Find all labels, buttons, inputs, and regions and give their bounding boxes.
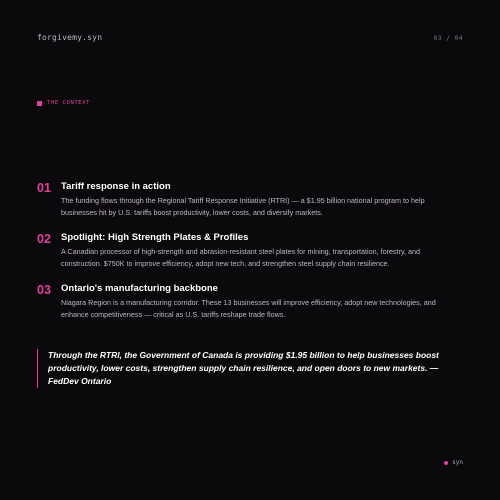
item-text: A Canadian processor of high-strength and abrasion-resistant steel plates for mining, transportation, forestry, and construction. $750K to improve efficiency, adopt new tech, and strengthen steel supply chain resilience. <box>61 247 421 268</box>
item-body <box>61 231 457 270</box>
list-item <box>37 282 457 321</box>
section-label <box>37 100 90 106</box>
item-title: Tariff response in action <box>61 181 171 192</box>
pull-quote: Through the RTRI, the Government of Canada is providing $1.95 billion to help businesses boost productivity, lower costs, strengthen supply chain resilience, and open doors to new markets. — FedDev Ontario <box>37 349 458 388</box>
item-title: Spotlight: High Strength Plates & Profiles <box>61 232 249 243</box>
footer-label: syn <box>452 459 463 466</box>
dot-icon <box>444 461 448 465</box>
item-text: Niagara Region is a manufacturing corridor. These 13 businesses will improve efficiency, adopt new technologies, and enhance competitiveness — critical as U.S. tariffs reshape trade flows. <box>61 298 436 319</box>
list-item <box>37 231 457 270</box>
item-number: 02 <box>37 232 51 246</box>
footer-mark <box>444 459 463 466</box>
square-bullet-icon <box>37 101 42 106</box>
section-label-text: THE CONTEXT <box>47 100 91 106</box>
item-number: 03 <box>37 283 51 297</box>
item-number: 01 <box>37 181 51 195</box>
context-list <box>37 180 457 333</box>
brand-name: forgivemy.syn <box>37 33 103 42</box>
item-body <box>61 180 457 219</box>
item-text: The funding flows through the Regional Tariff Response Initiative (RTRI) — a $1.95 billion national program to help businesses hit by U.S. tariffs boost productivity, lower costs, and diversify markets. <box>61 196 425 217</box>
item-body <box>61 282 457 321</box>
item-title: Ontario's manufacturing backbone <box>61 283 218 294</box>
page-indicator: 03 / 04 <box>433 34 463 42</box>
list-item <box>37 180 457 219</box>
